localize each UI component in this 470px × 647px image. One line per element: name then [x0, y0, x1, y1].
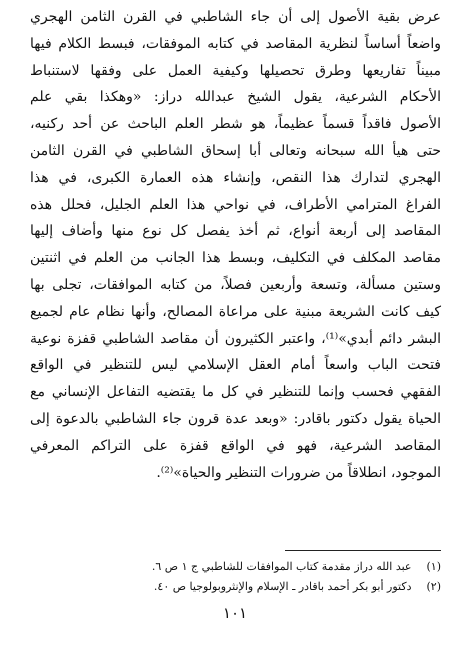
text-line: عرض بقية الأصول إلى أن جاء الشاطبي في القرن الثامن الهجري	[30, 9, 441, 25]
text-line: المقاصد إلى أربعة أنواع، ثم أخذ يفصل كل نوع منها وأضاف إليها	[30, 223, 441, 240]
text-line: واضعاً أساساً لنظرية المقاصد في كتابه الموفقات، فبسط الكلام فيها	[30, 35, 441, 52]
footnote-text: دكتور أبو بكر أحمد باقادر ـ الإسلام والإنثروبولوجيا ص ٤٠.	[153, 580, 412, 593]
body-text	[30, 4, 441, 486]
footnotes	[30, 557, 441, 597]
text-line: مبيناً تفاريعها وطرق تحصيلها وكيفية العمل على وفقها لاستنباط	[30, 62, 441, 79]
text-line: كيف كانت الشريعة مبنية على مراعاة المصالح، وأنها نظام عام لجميع	[30, 303, 441, 320]
text-line: الهجري لتدارك هذا النقص، وإنشاء هذه العمارة الكبرى، في هذا	[30, 169, 441, 186]
footnote-number: (١)	[426, 560, 441, 573]
page-number: ١٠١	[222, 604, 248, 622]
text-line: البشر دائم أبدي»⁽¹⁾، واعتبر الكثيرون أن مقاصد الشاطبي قفزة نوعية	[30, 330, 441, 347]
text-line: حتى هيأ الله سبحانه وتعالى أبا إسحاق الشاطبي في القرن الثامن	[30, 142, 441, 159]
text-line: الأحكام الشرعية، يقول الشيخ عبدالله دراز: «وهكذا بقي علم	[30, 89, 441, 106]
text-line: الفقهي فحسب وإنما للتنظير في كل ما يقتضيه التفاعل الإنساني مع	[30, 384, 441, 401]
text-line: مقاصد المكلف في التكليف، وبسط هذا الجانب من العلم في اثنتين	[30, 250, 441, 267]
text-line: الحياة يقول دكتور باقادر: «وبعد عدة قرون جاء الشاطبي بالدعوة إلى	[30, 410, 441, 427]
text-line: المقاصد الشرعية، فهو في الواقع قفزة على التراكم المعرفي	[30, 437, 441, 454]
footnote-item	[30, 577, 441, 597]
text-line: الأصول فاقداً قسماً عظيماً، هو شطر العلم الباحث عن أحد ركنيه،	[30, 116, 441, 133]
footnote-number: (٢)	[426, 580, 441, 593]
footnote-item	[30, 557, 441, 577]
text-line: الفراغ المترامي الأطراف، في نواحي هذا العلم الجليل، فحلل هذه	[30, 196, 441, 213]
text-line: فتحت الباب واسعاً أمام العقل الإسلامي ليس للتنظير في الواقع	[30, 357, 441, 374]
footnote-text: عبد الله دراز مقدمة كتاب الموافقات للشاطبي ج ١ ص ٦.	[151, 560, 412, 573]
footnote-divider	[285, 550, 441, 551]
text-line: وستين مسألة، وتسعة وأربعين فصلاً، من كتابه الموافقات، تجلى بها	[30, 276, 441, 293]
text-line: الموجود، انطلاقاً من ضرورات التنظير والحياة»⁽²⁾.	[156, 464, 441, 481]
